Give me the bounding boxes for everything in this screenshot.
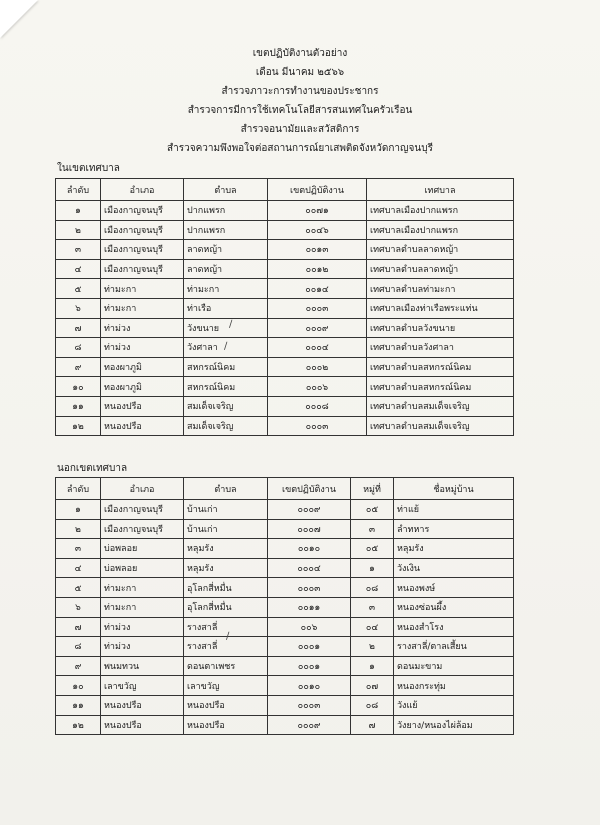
cell-subdistrict: หลุมรัง xyxy=(184,558,268,578)
cell-village-name: วังแย้ xyxy=(394,695,514,715)
cell-work-area: ๐๐๑๓ xyxy=(268,240,367,260)
cell-village-no: ๗ xyxy=(351,715,394,735)
cell-district: ท่าม่วง xyxy=(101,637,184,657)
cell-village-no: ๐๘ xyxy=(351,695,394,715)
cell-municipality: เทศบาลตำบลวังขนาย xyxy=(367,318,514,338)
cell-work-area: ๐๐๑๑ xyxy=(268,597,351,617)
col-header-work-area: เขตปฏิบัติงาน xyxy=(268,478,351,500)
cell-order: ๑๑ xyxy=(56,695,101,715)
col-header-order: ลำดับ xyxy=(56,179,101,201)
table-row xyxy=(56,637,514,657)
cell-municipality: เทศบาลตำบลสหกรณ์นิคม xyxy=(367,357,514,377)
cell-district: เมืองกาญจนบุรี xyxy=(101,220,184,240)
cell-order: ๑ xyxy=(56,201,101,221)
cell-subdistrict: ท่ามะกา xyxy=(184,279,268,299)
cell-work-area: ๐๐๐๑ xyxy=(268,637,351,657)
col-header-district: อำเภอ xyxy=(101,179,184,201)
header-title: เขตปฏิบัติงานตัวอย่าง xyxy=(252,48,348,59)
header-survey-drugs: สำรวจความพึงพอใจต่อสถานการณ์ยาเสพติดจังหวัดกาญจนบุรี xyxy=(167,143,433,154)
table-row xyxy=(56,597,514,617)
cell-district: ท่าม่วง xyxy=(101,617,184,637)
cell-village-no: ๓ xyxy=(351,519,394,539)
cell-district: ท่าม่วง xyxy=(101,338,184,358)
table-row xyxy=(56,676,514,696)
cell-village-name: หลุมรัง xyxy=(394,539,514,559)
table-row xyxy=(56,201,514,221)
cell-village-name: รางสาลี่/ตาลเสี้ยน xyxy=(394,637,514,657)
cell-subdistrict: รางสาลี่ xyxy=(184,637,268,657)
table-row xyxy=(56,695,514,715)
table-row xyxy=(56,240,514,260)
cell-district: ท่ามะกา xyxy=(101,597,184,617)
cell-subdistrict: บ้านเก่า xyxy=(184,500,268,520)
cell-order: ๙ xyxy=(56,656,101,676)
cell-village-name: หนองสำโรง xyxy=(394,617,514,637)
col-header-village-name: ชื่อหมู่บ้าน xyxy=(394,478,514,500)
municipal-table xyxy=(55,178,514,436)
cell-district: หนองปรือ xyxy=(101,396,184,416)
header-survey-health: สำรวจอนามัยและสวัสดิการ xyxy=(240,124,360,135)
table-row xyxy=(56,396,514,416)
cell-subdistrict: หนองปรือ xyxy=(184,695,268,715)
cell-order: ๘ xyxy=(56,637,101,657)
cell-district: เมืองกาญจนบุรี xyxy=(101,519,184,539)
cell-subdistrict: สหกรณ์นิคม xyxy=(184,357,268,377)
cell-work-area: ๐๐๗๑ xyxy=(268,201,367,221)
table-row xyxy=(56,500,514,520)
header-month: เดือน มีนาคม ๒๕๖๖ xyxy=(255,67,345,78)
cell-village-name: วังเงิน xyxy=(394,558,514,578)
cell-village-name: หนองซ่อนผึ้ง xyxy=(394,597,514,617)
cell-work-area: ๐๐๐๔ xyxy=(268,338,367,358)
cell-order: ๒ xyxy=(56,519,101,539)
table-header-row xyxy=(56,478,514,500)
cell-village-name: ท่าแย้ xyxy=(394,500,514,520)
cell-village-name: ดอนมะขาม xyxy=(394,656,514,676)
table-row xyxy=(56,259,514,279)
table-row xyxy=(56,578,514,598)
non-municipal-table xyxy=(55,477,514,735)
table-row xyxy=(56,715,514,735)
cell-district: เมืองกาญจนบุรี xyxy=(101,240,184,260)
cell-village-name: หนองพงษ์ xyxy=(394,578,514,598)
cell-work-area: ๐๐๑๒ xyxy=(268,259,367,279)
cell-district: เมืองกาญจนบุรี xyxy=(101,500,184,520)
cell-subdistrict: ลาดหญ้า xyxy=(184,259,268,279)
pen-tick-mark: ∕ xyxy=(229,319,233,330)
table-row xyxy=(56,298,514,318)
cell-village-name: ลำทหาร xyxy=(394,519,514,539)
cell-work-area: ๐๐๐๓ xyxy=(268,695,351,715)
cell-work-area: ๐๐๐๖ xyxy=(268,377,367,397)
cell-village-name: วังยาง/หนองไผ่ล้อม xyxy=(394,715,514,735)
cell-subdistrict: สมเด็จเจริญ xyxy=(184,396,268,416)
cell-district: ท่ามะกา xyxy=(101,578,184,598)
cell-municipality: เทศบาลตำบลวังศาลา xyxy=(367,338,514,358)
cell-district: หนองปรือ xyxy=(101,416,184,436)
cell-work-area: ๐๐๖ xyxy=(268,617,351,637)
table-row xyxy=(56,558,514,578)
cell-work-area: ๐๐๑๐ xyxy=(268,539,351,559)
cell-order: ๔ xyxy=(56,259,101,279)
cell-order: ๗ xyxy=(56,318,101,338)
cell-municipality: เทศบาลตำบลสมเด็จเจริญ xyxy=(367,416,514,436)
cell-village-no: ๐๕ xyxy=(351,500,394,520)
section-municipal-label: ในเขตเทศบาล xyxy=(57,163,120,174)
cell-municipality: เทศบาลเมืองปากแพรก xyxy=(367,220,514,240)
cell-subdistrict: ปากแพรก xyxy=(184,220,268,240)
cell-district: เมืองกาญจนบุรี xyxy=(101,259,184,279)
table-row xyxy=(56,220,514,240)
page-corner-fold xyxy=(0,0,38,38)
cell-order: ๕ xyxy=(56,578,101,598)
table-row xyxy=(56,617,514,637)
cell-municipality: เทศบาลเมืองท่าเรือพระแท่น xyxy=(367,298,514,318)
cell-work-area: ๐๐๐๔ xyxy=(268,558,351,578)
cell-subdistrict: ปากแพรก xyxy=(184,201,268,221)
cell-work-area: ๐๐๐๙ xyxy=(268,500,351,520)
cell-district: ทองผาภูมิ xyxy=(101,377,184,397)
table-row xyxy=(56,416,514,436)
cell-work-area: ๐๐๐๑ xyxy=(268,656,351,676)
cell-village-no: ๑ xyxy=(351,656,394,676)
cell-order: ๒ xyxy=(56,220,101,240)
table-row xyxy=(56,656,514,676)
col-header-subdistrict: ตำบล xyxy=(184,478,268,500)
pen-tick-mark: ∕ xyxy=(226,631,230,642)
cell-order: ๕ xyxy=(56,279,101,299)
cell-subdistrict: ท่าเรือ xyxy=(184,298,268,318)
cell-district: ทองผาภูมิ xyxy=(101,357,184,377)
cell-order: ๓ xyxy=(56,539,101,559)
cell-district: พนมทวน xyxy=(101,656,184,676)
col-header-district: อำเภอ xyxy=(101,478,184,500)
cell-subdistrict: อุโลกสี่หมื่น xyxy=(184,578,268,598)
cell-village-no: ๐๔ xyxy=(351,617,394,637)
cell-order: ๑๒ xyxy=(56,715,101,735)
cell-order: ๗ xyxy=(56,617,101,637)
cell-order: ๑๑ xyxy=(56,396,101,416)
cell-subdistrict: หลุมรัง xyxy=(184,539,268,559)
table-row xyxy=(56,279,514,299)
cell-subdistrict: รางสาลี่ xyxy=(184,617,268,637)
col-header-village-no: หมู่ที่ xyxy=(351,478,394,500)
cell-district: บ่อพลอย xyxy=(101,539,184,559)
cell-subdistrict: วังศาลา xyxy=(184,338,268,358)
cell-order: ๖ xyxy=(56,597,101,617)
cell-district: หนองปรือ xyxy=(101,715,184,735)
cell-subdistrict: หนองปรือ xyxy=(184,715,268,735)
cell-subdistrict: อุโลกสี่หมื่น xyxy=(184,597,268,617)
cell-order: ๖ xyxy=(56,298,101,318)
header-survey-ict: สำรวจการมีการใช้เทคโนโลยีสารสนเทศในครัวเรือน xyxy=(187,105,413,116)
cell-order: ๔ xyxy=(56,558,101,578)
cell-district: ท่ามะกา xyxy=(101,279,184,299)
cell-work-area: ๐๐๐๙ xyxy=(268,318,367,338)
table-row xyxy=(56,377,514,397)
cell-work-area: ๐๐๐๗ xyxy=(268,519,351,539)
cell-village-no: ๐๗ xyxy=(351,676,394,696)
non-municipal-table-body xyxy=(56,500,514,735)
cell-district: เลาขวัญ xyxy=(101,676,184,696)
cell-village-no: ๑ xyxy=(351,558,394,578)
cell-subdistrict: เลาขวัญ xyxy=(184,676,268,696)
cell-work-area: ๐๐๑๐ xyxy=(268,676,351,696)
cell-order: ๙ xyxy=(56,357,101,377)
cell-work-area: ๐๐๐๙ xyxy=(268,715,351,735)
cell-municipality: เทศบาลตำบลลาดหญ้า xyxy=(367,259,514,279)
cell-subdistrict: บ้านเก่า xyxy=(184,519,268,539)
cell-district: ท่ามะกา xyxy=(101,298,184,318)
cell-subdistrict: ลาดหญ้า xyxy=(184,240,268,260)
cell-municipality: เทศบาลเมืองปากแพรก xyxy=(367,201,514,221)
cell-municipality: เทศบาลตำบลสหกรณ์นิคม xyxy=(367,377,514,397)
table-row xyxy=(56,318,514,338)
col-header-order: ลำดับ xyxy=(56,478,101,500)
cell-district: ท่าม่วง xyxy=(101,318,184,338)
document-header xyxy=(0,44,600,158)
cell-order: ๓ xyxy=(56,240,101,260)
cell-municipality: เทศบาลตำบลท่ามะกา xyxy=(367,279,514,299)
cell-work-area: ๐๐๑๔ xyxy=(268,279,367,299)
section-non-municipal-label: นอกเขตเทศบาล xyxy=(57,463,128,474)
cell-work-area: ๐๐๐๓ xyxy=(268,298,367,318)
cell-work-area: ๐๐๐๒ xyxy=(268,357,367,377)
cell-work-area: ๐๐๐๓ xyxy=(268,416,367,436)
table-header-row xyxy=(56,179,514,201)
table-row xyxy=(56,357,514,377)
cell-village-name: หนองกระทุ่ม xyxy=(394,676,514,696)
col-header-subdistrict: ตำบล xyxy=(184,179,268,201)
cell-order: ๑๐ xyxy=(56,377,101,397)
cell-village-no: ๒ xyxy=(351,637,394,657)
cell-village-no: ๓ xyxy=(351,597,394,617)
table-row xyxy=(56,539,514,559)
cell-district: บ่อพลอย xyxy=(101,558,184,578)
col-header-municipality: เทศบาล xyxy=(367,179,514,201)
cell-district: เมืองกาญจนบุรี xyxy=(101,201,184,221)
cell-village-no: ๐๘ xyxy=(351,578,394,598)
cell-subdistrict: สมเด็จเจริญ xyxy=(184,416,268,436)
cell-order: ๘ xyxy=(56,338,101,358)
cell-subdistrict: วังขนาย xyxy=(184,318,268,338)
cell-order: ๑๒ xyxy=(56,416,101,436)
cell-work-area: ๐๐๐๓ xyxy=(268,578,351,598)
cell-subdistrict: ดอนตาเพชร xyxy=(184,656,268,676)
cell-work-area: ๐๐๔๖ xyxy=(268,220,367,240)
cell-municipality: เทศบาลตำบลลาดหญ้า xyxy=(367,240,514,260)
cell-district: หนองปรือ xyxy=(101,695,184,715)
cell-order: ๑๐ xyxy=(56,676,101,696)
cell-municipality: เทศบาลตำบลสมเด็จเจริญ xyxy=(367,396,514,416)
table-row xyxy=(56,338,514,358)
table-row xyxy=(56,519,514,539)
pen-tick-mark: ∕ xyxy=(224,341,228,352)
col-header-work-area: เขตปฏิบัติงาน xyxy=(268,179,367,201)
cell-order: ๑ xyxy=(56,500,101,520)
cell-village-no: ๐๕ xyxy=(351,539,394,559)
header-survey-labor: สำรวจภาวะการทำงานของประชากร xyxy=(221,86,379,97)
cell-subdistrict: สหกรณ์นิคม xyxy=(184,377,268,397)
cell-work-area: ๐๐๐๘ xyxy=(268,396,367,416)
municipal-table-body xyxy=(56,201,514,436)
